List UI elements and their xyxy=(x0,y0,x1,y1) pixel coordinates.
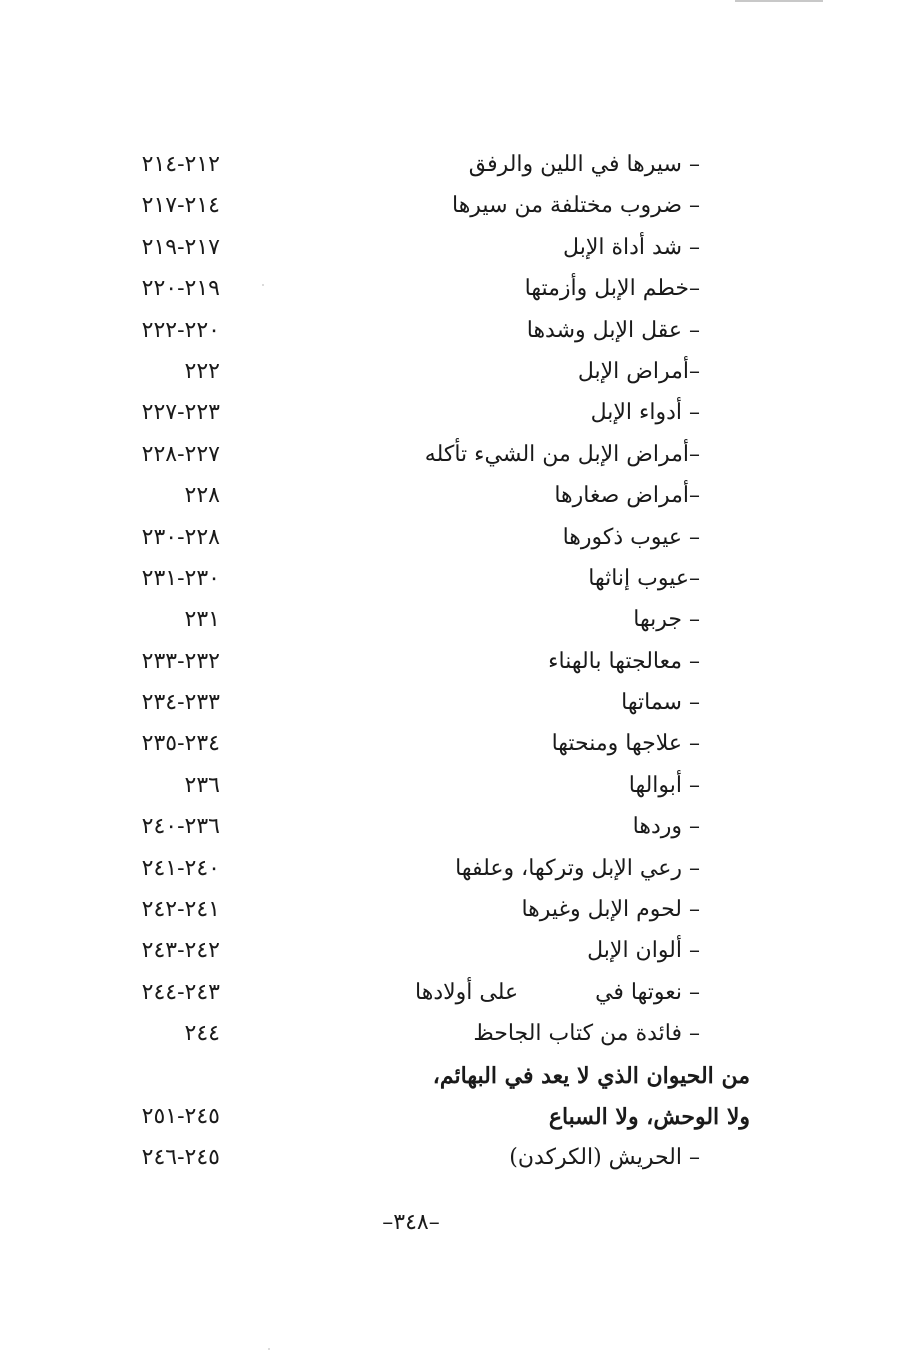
entry-pages: ٢٢٨-٢٣٠ xyxy=(141,524,220,550)
top-rule xyxy=(735,0,823,2)
toc-row xyxy=(100,890,750,931)
entry-title: – رعي الإبل وتركها، وعلفها xyxy=(455,855,700,881)
speck xyxy=(268,1348,270,1350)
section-heading-pages: ٢٤٥-٢٥١ xyxy=(141,1103,220,1129)
entry-title: – علاجها ومنحتها xyxy=(551,731,700,757)
toc-row xyxy=(100,518,750,559)
entry-pages: ٢٣٣-٢٣٤ xyxy=(141,690,220,716)
toc-row xyxy=(100,724,750,765)
entry-pages: ٢١٢-٢١٤ xyxy=(141,152,220,177)
toc-row xyxy=(100,393,750,434)
entry-title: – عقل الإبل وشدها xyxy=(526,317,700,343)
entry-pages: ٢٣٦ xyxy=(184,772,220,798)
entry-title: – معالجتها بالهناء xyxy=(548,648,700,674)
toc-row xyxy=(100,642,750,683)
speck xyxy=(262,284,264,286)
table-of-contents xyxy=(100,145,750,1180)
entry-pages: ٢٢٨ xyxy=(184,483,220,509)
toc-row xyxy=(100,435,750,476)
entry-pages: ٢٣١ xyxy=(184,607,220,633)
entry-pages: ٢١٩-٢٢٠ xyxy=(141,276,220,302)
entry-pages: ٢٢٠-٢٢٢ xyxy=(141,317,220,343)
toc-row xyxy=(100,849,750,890)
entry-pages: ٢٣٠-٢٣١ xyxy=(141,565,220,591)
entry-title: – سيرها في اللين والرفق xyxy=(468,152,700,177)
section-heading-row xyxy=(100,1097,750,1138)
toc-row xyxy=(100,973,750,1014)
entry-title: – نعوتها في على أولادها xyxy=(415,979,700,1005)
entry-pages: ٢٤٤ xyxy=(184,1021,220,1047)
entry-title: – أدواء الإبل xyxy=(590,400,700,426)
toc-row xyxy=(100,600,750,641)
toc-row xyxy=(100,1014,750,1055)
toc-row xyxy=(100,352,750,393)
toc-row xyxy=(100,1138,750,1179)
entry-pages: ٢٢٧-٢٢٨ xyxy=(141,441,220,467)
page-number: –٣٤٨– xyxy=(382,1210,440,1235)
entry-title: – عيوب ذكورها xyxy=(562,524,700,550)
toc-row xyxy=(100,311,750,352)
section-heading-row xyxy=(100,1056,750,1097)
toc-row xyxy=(100,931,750,972)
entry-pages: ٢٤٢-٢٤٣ xyxy=(141,938,220,964)
entry-title: – ضروب مختلفة من سيرها xyxy=(451,193,700,219)
toc-row xyxy=(100,807,750,848)
entry-title: – شد أداة الإبل xyxy=(563,234,700,260)
entry-title: –خطم الإبل وأزمتها xyxy=(524,276,700,302)
entry-pages: ٢٣٢-٢٣٣ xyxy=(141,648,220,674)
entry-pages: ٢٢٢ xyxy=(184,358,220,384)
entry-title: –أمراض الإبل xyxy=(577,358,700,384)
toc-row xyxy=(100,228,750,269)
entry-pages: ٢٢٣-٢٢٧ xyxy=(141,400,220,426)
entry-pages: ٢٤٠-٢٤١ xyxy=(141,855,220,881)
entry-title: – ألوان الإبل xyxy=(587,938,700,964)
entry-title: – سماتها xyxy=(621,690,700,716)
entry-pages: ٢٤٥-٢٤٦ xyxy=(141,1145,220,1171)
entry-pages: ٢١٧-٢١٩ xyxy=(141,234,220,260)
entry-pages: ٢١٤-٢١٧ xyxy=(141,193,220,219)
entry-pages: ٢٣٦-٢٤٠ xyxy=(141,814,220,840)
toc-row xyxy=(100,186,750,227)
toc-row xyxy=(100,559,750,600)
toc-row xyxy=(100,269,750,310)
toc-row xyxy=(100,476,750,517)
entry-title: –عيوب إناثها xyxy=(588,565,700,591)
entry-title: – جربها xyxy=(633,607,700,633)
toc-row xyxy=(100,145,750,186)
toc-row xyxy=(100,766,750,807)
section-heading-line2: ولا الوحش، ولا السباع xyxy=(548,1103,750,1130)
entry-pages: ٢٤٣-٢٤٤ xyxy=(141,979,220,1005)
entry-pages: ٢٣٤-٢٣٥ xyxy=(141,731,220,757)
entry-title: – أبوالها xyxy=(628,772,700,798)
entry-title: – لحوم الإبل وغيرها xyxy=(521,897,700,923)
section-heading-line1: من الحيوان الذي لا يعد في البهائم، xyxy=(432,1062,750,1089)
entry-title: – الحريش (الكركدن) xyxy=(509,1145,700,1171)
entry-title: –أمراض صغارها xyxy=(554,483,700,509)
entry-title: – وردها xyxy=(632,814,700,840)
entry-pages: ٢٤١-٢٤٢ xyxy=(141,897,220,923)
entry-title: –أمراض الإبل من الشيء تأكله xyxy=(424,441,700,467)
entry-title: – فائدة من كتاب الجاحظ xyxy=(473,1021,700,1047)
toc-row xyxy=(100,683,750,724)
